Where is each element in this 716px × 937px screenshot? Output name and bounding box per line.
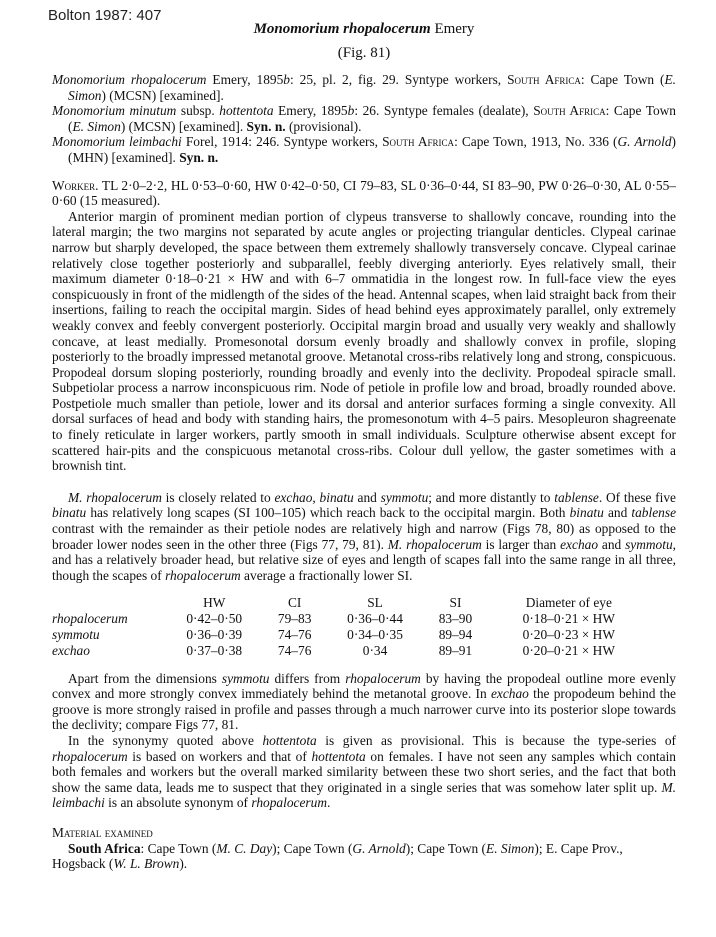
synonymy-list [52, 72, 676, 166]
synonymy-status: Syn. n. [179, 149, 219, 165]
table-header: SL [367, 595, 383, 611]
text: : Cape Town ( [140, 840, 217, 856]
species-author: Emery [434, 21, 475, 37]
worker-description-text: Anterior margin of prominent median portion of clypeus transverse to shallowly concave, rounding into the lateral margin; the two margins not separated by acute angles or projecting triangular denticles. Clypeal carinae narrow but sharply developed, the space between them extremely shallowly transversely concave. Clypeal carinae relatively close together posteriorly and subparallel, feebly diverging anteriorly. Eyes relatively small, their maximum diameter 0·18–0·21 × HW and with 6–7 ommatidia in the longest row. In full-face view the eyes conspicuously in front of the midlength of the sides of the head. Antennal scapes, when laid straight back from their insertions, failing to reach the occipital margin. Sides of head behind eyes approximately parallel, only extremely weakly convex and feebly convergent posteriorly. Occipital margin broad and usually very weakly and shallowly concave, at least medially. Promesonotal dorsum evenly broadly and shallowly convex in profile, sloping posteriorly to the broadly impressed metanotal groove. Metanotal cross-ribs relatively long and strong, conspicuous. Propodeal dorsum sloping posteriorly, rounding broadly and evenly into the declivity. Propodeal spiracle small. Subpetiolar process a narrow inconspicuous rim. Node of petiole in profile low and broad, broadly rounded above. Postpetiole much smaller than petiole, lower and its dorsal and anterior surfaces forming a single convexity. All dorsal surfaces of head and body with standing hairs, the promesonotum with 4–5 pairs. Mesopleuron shagreenate to finely reticulate in larger workers, partly smooth in small individuals. Sculpture otherwise absent except for scattered hair-pits and the conspicuous metanotal cross-ribs. Colour dull yellow, the gaster sometimes with a brownish tint. [52, 208, 676, 474]
taxon-name: symmotu [221, 670, 270, 686]
text: . [327, 795, 331, 811]
text: In the synonymy quoted above [68, 732, 263, 748]
table-cell: 0·37–0·38 [186, 642, 243, 658]
synonymy-note-paragraph [52, 733, 676, 811]
taxon-name: tablense [631, 505, 677, 521]
table-cell: 83–90 [438, 611, 473, 627]
table-cell: 74–76 [277, 627, 312, 642]
text: TL 2·0–2·2, HL 0·53–0·60, HW 0·42–0·50, CI 79–83, SL 0·36–0·44, SI 83–90, PW 0·26–0·30, AL 0·55–0·60 (15 measured). [52, 177, 676, 209]
text: is larger than [481, 536, 561, 552]
text: ) (MCSN) [examined]. [120, 118, 247, 134]
material-list [52, 841, 676, 872]
collector: M. C. Day [216, 840, 273, 856]
section-heading: Material examined [52, 824, 153, 840]
table-cell: 0·18–0·21 × HW [522, 611, 615, 627]
text: differs from [269, 670, 346, 686]
worker-measurements [52, 178, 676, 209]
table-header-species [52, 595, 164, 611]
taxon-name: Monomorium rhopalocerum [52, 72, 207, 87]
text: is closely related to [161, 489, 275, 505]
table-row [52, 643, 652, 659]
table-row [52, 627, 652, 643]
collector: E. Simon [486, 840, 535, 856]
synonymy-entry [52, 134, 676, 165]
region: South Africa [68, 840, 141, 856]
table-cell-species: rhopalocerum [52, 611, 128, 627]
text: ) (MCSN) [examined]. [101, 87, 224, 103]
table-cell: 89–91 [438, 642, 473, 658]
comparison-paragraph [52, 671, 676, 733]
collector: G. Arnold [617, 134, 672, 150]
table-cell: 0·34 [362, 642, 388, 658]
table-header: Diameter of eye [525, 595, 612, 611]
collector: W. L. Brown [113, 856, 180, 872]
taxon-name: exchao [490, 686, 529, 702]
material-examined [52, 825, 676, 872]
text: : Cape Town ( [68, 103, 677, 134]
table-header-row [52, 595, 652, 611]
table-cell: 0·36–0·39 [186, 627, 243, 642]
discussion-paragraph [52, 490, 676, 584]
figure-reference: (Fig. 81) [337, 45, 391, 61]
text: ); E. Cape Prov., Hogsback ( [52, 840, 623, 872]
taxon-name: M. leimbachi [52, 779, 676, 811]
page-reference: Bolton 1987: 407 [48, 7, 162, 24]
taxon-name: hottentota [262, 732, 317, 748]
taxon-name: exchao [560, 536, 599, 552]
table-cell: 0·20–0·21 × HW [522, 642, 615, 658]
taxon-name: hottentota [311, 748, 366, 764]
table-header: CI [287, 595, 302, 611]
text: b [283, 72, 290, 87]
taxon-name: binatu [569, 505, 604, 521]
synonymy-status: Syn. n. [246, 118, 286, 134]
taxon-name: tablense [554, 489, 599, 505]
locality-country: South Africa [507, 72, 581, 87]
synonymy-entry [52, 103, 676, 134]
taxon-name: binatu [52, 505, 87, 521]
text: on females. I have not seen any samples which contain both females and workers but the overall marked similarity between these two short series, and the fact that both show the same data, leads me to suspect that they originated in a single series that was somehow later split up. [52, 748, 677, 795]
text: : Cape Town ( [580, 72, 665, 87]
table-cell-species: exchao [52, 642, 90, 658]
text: : 25, pl. 2, fig. 29. Syntype workers, [290, 72, 508, 87]
text: and [603, 505, 632, 521]
locality-country: South Africa [382, 134, 455, 150]
taxon-name: M. rhopalocerum [68, 489, 162, 505]
text: , and has a relatively broader head, but relative size of eyes and length of scapes fall into the same range in all three, though the scapes of [52, 536, 677, 583]
text: ); Cape Town ( [405, 840, 487, 856]
text: : Cape Town, 1913, No. 336 ( [454, 134, 618, 150]
text: is based on workers and that of [127, 748, 312, 764]
collector: G. Arnold [352, 840, 406, 856]
section-label: Worker. [52, 177, 99, 193]
worker-description [52, 178, 676, 474]
text: the propodeum behind the groove is more strongly raised in profile and passes through a much narrower curve into its posterior slope towards the declivity; compare Figs 77, 81. [52, 686, 676, 733]
table-header: HW [203, 595, 226, 611]
collector: E. Simon [68, 72, 676, 103]
text: Forel, 1914: 246. Syntype workers, [181, 134, 383, 150]
table-cell: 79–83 [277, 611, 312, 627]
table-cell: 0·34–0·35 [347, 627, 403, 642]
taxon-name: binatu [319, 489, 354, 505]
taxon-name: symmotu [380, 489, 429, 505]
collector: E. Simon [72, 118, 121, 134]
table-cell-species: symmotu [52, 627, 100, 642]
text: and [598, 536, 626, 552]
table-cell: 0·36–0·44 [347, 611, 403, 627]
locality-country: South Africa [533, 103, 606, 119]
table-cell: 74–76 [277, 642, 312, 658]
species-title [52, 20, 676, 38]
text: by having the propodeal outline more evenly convex and more strongly convex immediately behind the metanotal groove. In [52, 670, 676, 702]
text: b [347, 103, 355, 119]
text: Apart from the dimensions [68, 670, 222, 686]
text: , [312, 489, 320, 505]
species-name: Monomorium rhopalocerum [253, 21, 431, 37]
text: is an absolute synonym of [104, 795, 252, 811]
measurement-table [52, 595, 652, 658]
text: ); Cape Town ( [272, 840, 353, 856]
text: subsp. [176, 103, 220, 119]
table-cell: 0·42–0·50 [186, 611, 243, 627]
taxon-name: rhopalocerum [345, 670, 421, 686]
comparison-notes [52, 671, 676, 811]
page-body [52, 20, 676, 872]
taxon-name: rhopalocerum [251, 795, 327, 811]
table-cell: 89–94 [438, 627, 473, 642]
taxon-name: M. rhopalocerum [387, 536, 482, 552]
taxon-name: hottentota [219, 103, 274, 119]
text: : 26. Syntype females (dealate), [354, 103, 534, 119]
synonymy-entry [52, 72, 676, 103]
table-row [52, 611, 652, 627]
taxon-name: symmotu [625, 536, 673, 552]
text: ) (MHN) [examined]. [68, 134, 677, 165]
text: Emery, 1895 [206, 72, 284, 87]
table-cell: 0·20–0·23 × HW [522, 627, 615, 642]
taxon-name: Monomorium minutum [52, 103, 177, 119]
discussion [52, 490, 676, 584]
text: and [353, 489, 381, 505]
taxon-name: Monomorium leimbachi [52, 134, 182, 150]
text: Emery, 1895 [273, 103, 348, 119]
text: has relatively long scapes (SI 100–105) which reach back to the occipital margin. Both [86, 505, 570, 521]
text: . Of these five [598, 489, 677, 505]
text: contrast with the remainder as their petiole nodes are relatively high and narrow (Figs 78, 80) as opposed to the broader lower nodes seen in the other three (Figs 77, 79, 81). [52, 521, 676, 552]
taxon-name: exchao [274, 489, 313, 505]
text: average a fractionally lower SI. [240, 567, 413, 583]
taxon-name: rhopalocerum [165, 567, 241, 583]
table-header: SI [449, 595, 462, 611]
text: is given as provisional. This is because the type-series of [316, 732, 676, 748]
taxon-name: rhopalocerum [52, 748, 128, 764]
text: (provisional). [285, 118, 362, 134]
text: ; and more distantly to [428, 489, 555, 505]
text: ). [179, 856, 188, 872]
